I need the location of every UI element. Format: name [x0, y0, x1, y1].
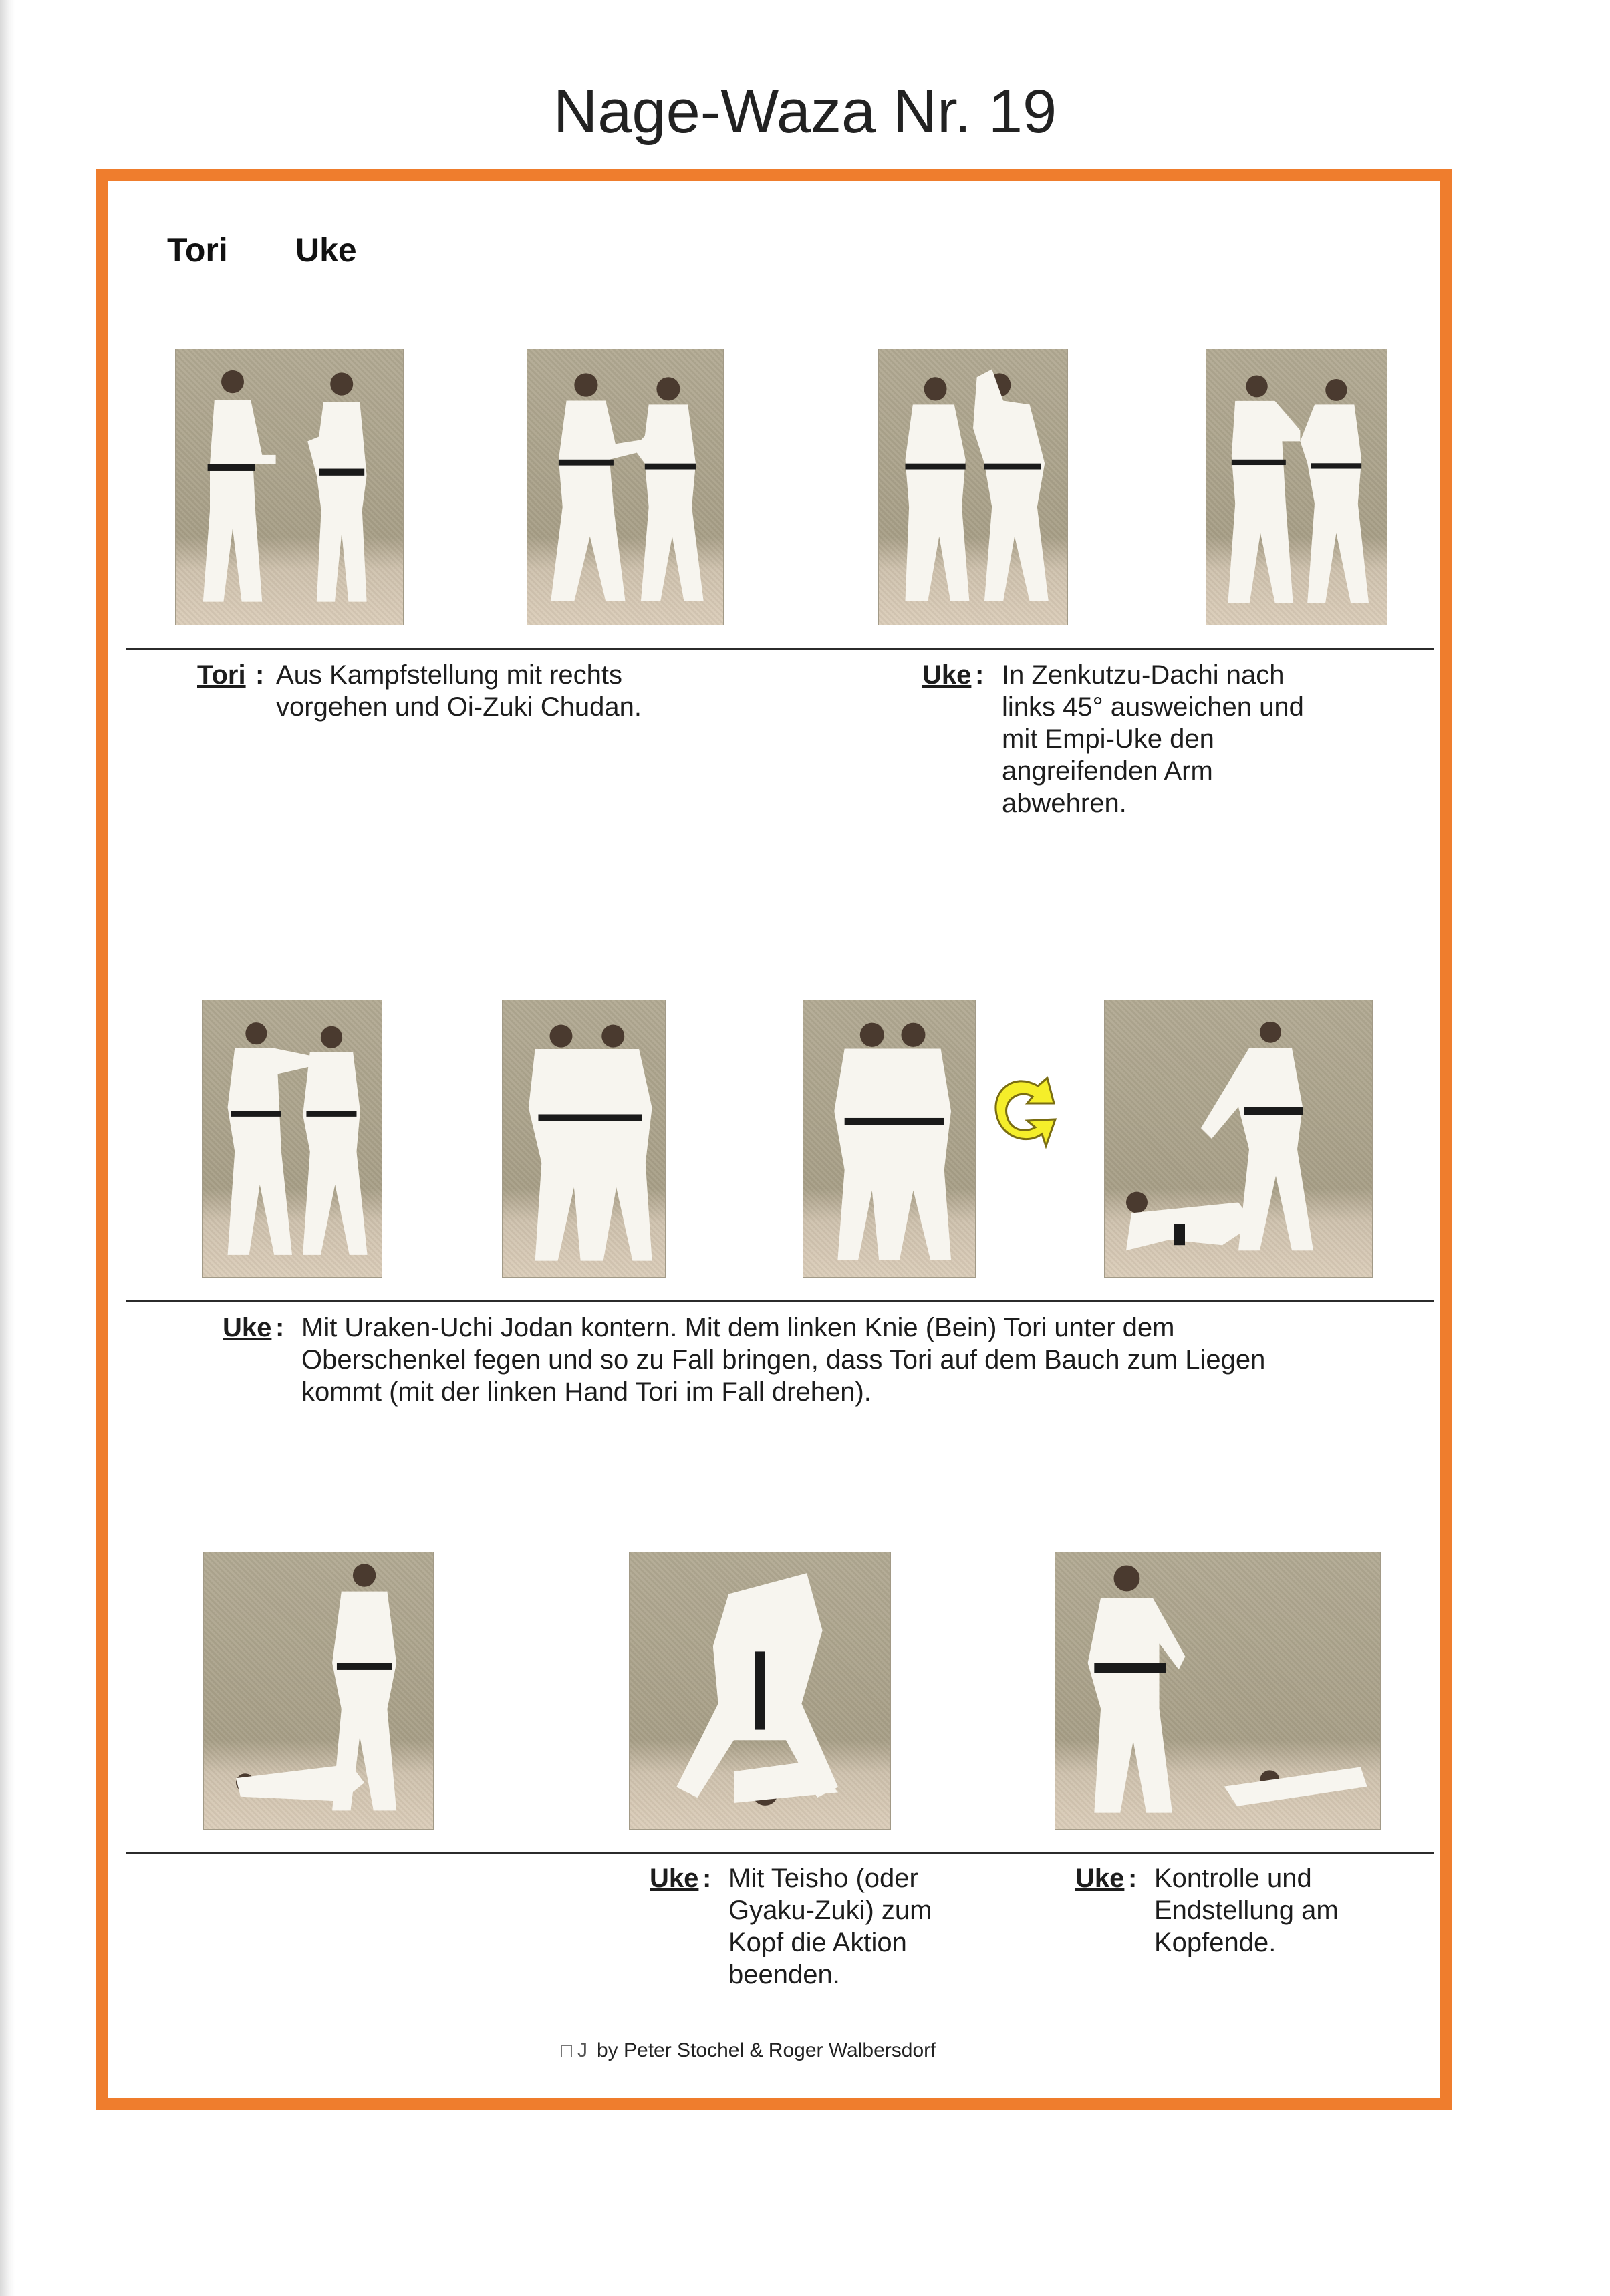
photo-row2-3 [803, 1000, 976, 1278]
role-label-tori: Tori [167, 231, 228, 269]
divider-row2 [126, 1300, 1434, 1302]
footer-mark-icon [561, 2045, 572, 2057]
footer-credit [561, 2039, 936, 2062]
desc-label: Uke [223, 1313, 272, 1342]
divider-row3 [126, 1852, 1434, 1854]
desc-text: Kontrolle und Endstellung am Kopfende. [1154, 1864, 1339, 1957]
desc-row3-uke-middle: Uke : Mit Teisho (oder Gyaku-Zuki) zum Kopf die Aktion beenden. [650, 1864, 932, 1989]
footer-mark-icon: J [577, 2039, 587, 2061]
photo-row2-2 [502, 1000, 666, 1278]
photo-row1-2 [527, 349, 724, 625]
rotate-arrow-icon [986, 1072, 1059, 1159]
photo-row3-2 [629, 1552, 891, 1830]
desc-text: Mit Uraken-Uchi Jodan kontern. Mit dem linken Knie (Bein) Tori unter dem Oberschenkel fegen und so zu Fall bringen, dass Tori auf dem Bauch zum Liegen kommt (mit der linken Hand Tori im Fall drehen). [301, 1313, 1266, 1407]
footer-text: by Peter Stochel & Roger Walbersdorf [597, 2039, 936, 2061]
desc-text: Mit Teisho (oder Gyaku-Zuki) zum Kopf die Aktion beenden. [728, 1864, 932, 1989]
desc-text: Aus Kampfstellung mit rechts vorgehen und Oi-Zuki Chudan. [276, 660, 642, 722]
desc-label: Uke [1075, 1864, 1125, 1893]
photo-row2-4 [1104, 1000, 1373, 1278]
photo-row3-3 [1055, 1552, 1381, 1830]
page-title: Nage-Waza Nr. 19 [553, 78, 1057, 146]
page-binding-shadow [0, 0, 15, 2296]
photo-row2-1 [202, 1000, 382, 1278]
photo-row1-1 [175, 349, 404, 625]
desc-label: Uke [650, 1864, 699, 1893]
desc-row1-uke: Uke : In Zenkutzu-Dachi nach links 45° ausweichen und mit Empi-Uke den angreifenden Arm abwehren. [922, 660, 1304, 818]
desc-label: Tori [197, 660, 246, 690]
desc-row3-uke-right: Uke : Kontrolle und Endstellung am Kopfende. [1075, 1864, 1339, 1957]
desc-row2-uke: Uke : Mit Uraken-Uchi Jodan kontern. Mit dem linken Knie (Bein) Tori unter dem Oberschenkel fegen und so zu Fall bringen, dass Tori auf dem Bauch zum Liegen kommt (mit der linken Hand Tori im Fall drehen). [223, 1313, 1266, 1407]
photo-row1-4 [1206, 349, 1387, 625]
role-label-uke: Uke [295, 231, 357, 269]
desc-text: In Zenkutzu-Dachi nach links 45° ausweichen und mit Empi-Uke den angreifenden Arm abwehren. [1002, 660, 1304, 818]
desc-row1-tori: Tori : Aus Kampfstellung mit rechts vorgehen und Oi-Zuki Chudan. [197, 660, 642, 722]
photo-row3-1 [203, 1552, 434, 1830]
photo-row1-3 [878, 349, 1068, 625]
desc-label: Uke [922, 660, 972, 690]
divider-row1 [126, 648, 1434, 650]
